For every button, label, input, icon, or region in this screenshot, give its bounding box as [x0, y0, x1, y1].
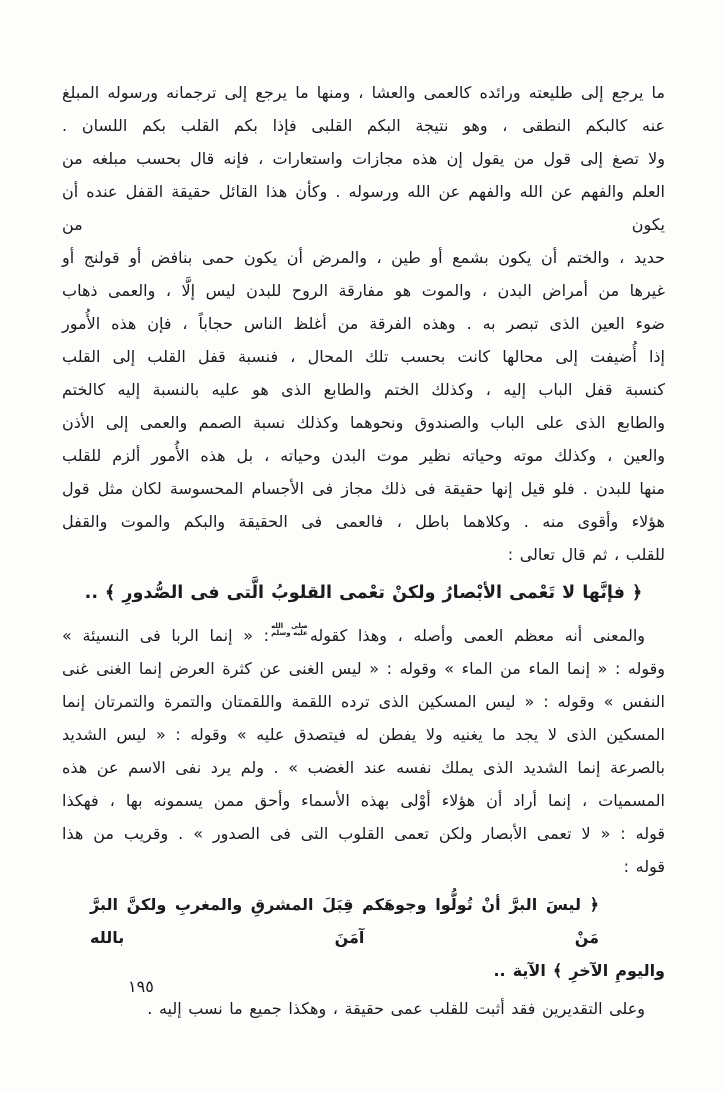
paragraph-commentary [62, 619, 665, 883]
quran-verse-birr [62, 888, 665, 987]
text-segment: : « إنما الربا فى النسيئة » [62, 626, 270, 645]
text-line: المسميات ، إنما أراد أن هؤلاء أوْلى بهذه الأسماء وأحق ممن يسمونه بها ، فهكذا [62, 791, 665, 810]
text-line: غيرها من أمراض البدن ، والموت هو مفارقة الروح للبدن ليس إلَّا ، والعمى ذهاب [62, 281, 665, 300]
text-line: هؤلاء وأقوى منه . وكلاهما باطل ، فالعمى فى الحقيقة والبكم والموت والقفل [62, 512, 665, 531]
text-line: منها للبدن . فلو قيل إنها حقيقة فى ذلك مجاز فى الأجسام المحسوسة لكان مثل قول [62, 479, 665, 498]
paragraph-closing [62, 992, 665, 1025]
text-segment: والمعنى أنه معظم العمى وأصله ، وهذا كقوله [309, 626, 646, 645]
text-line: وعلى التقديرين فقد أثبت للقلب عمى حقيقة ، وهكذا جميع ما نسب إليه . [147, 999, 645, 1018]
page-number: ١٩٥ [128, 977, 154, 996]
text-line: المسكين الذى لا يجد ما يغنيه ولا يفطن له فيتصدق عليه » وقوله : « ليس الشديد [62, 725, 665, 744]
text-line: والعين ، وكذلك موته وحياته نظير موت البدن وحياته ، بل هذه الأُمور ألزم للقلب [62, 446, 665, 465]
text-line: كنسبة قفل الباب إليه ، وكذلك الختم والطابع الذى هو عليه بالنسبة إليه كالختم [62, 380, 665, 399]
text-line: بالصرعة إنما الشديد الذى يملك نفسه عند الغضب » . ولم يرد نفى الاسم عن هذه [62, 758, 665, 777]
text-line: إذا أُضيفت إلى محالها كانت بحسب تلك المحال ، فنسبة قفل القلب إلى القلب [62, 347, 665, 366]
paragraph-main [62, 76, 665, 571]
pbuh-honorific-bottom: عليه وسلم [271, 629, 308, 637]
verse-line: ﴿ ليسَ البرَّ أنْ تُولُّوا وجوهَكم قِبَلَ المشرقِ والمغربِ ولكنَّ البرَّ مَنْ آمَنَ بالله [90, 895, 599, 947]
text-line: النفس » وقوله : « ليس المسكين الذى ترده اللقمة واللقمتان والتمرة والتمرتان إنما [62, 692, 665, 711]
text-line: ضوء العين الذى تبصر به . وهذه الفرقة من أغلظ الناس حجاباً ، فإن هذه الأُمور [62, 314, 665, 333]
text-line [62, 619, 665, 652]
text-line: ولا تصغ إلى قول من يقول إن هذه مجازات واستعارات ، فإنه قال بحسب مبلغه من [62, 149, 665, 168]
text-line: العلم والفهم عن الله والفهم عن الله ورسوله . وكأن هذا القائل حقيقة القفل عنده أن يكون من [62, 182, 665, 234]
text-line: والطابع الذى على الباب والصندوق ونحوهما وكذلك نسبة الصمم والعمى إلى الأذن [62, 413, 665, 432]
pbuh-honorific-top: صلى الله [271, 621, 308, 630]
text-line: قوله : [623, 857, 665, 876]
text-line: وقوله : « إنما الماء من الماء » وقوله : « ليس الغنى عن كثرة العرض إنما الغنى غنى [62, 659, 665, 678]
text-line: حديد ، والختم أن يكون بشمع أو طين ، والمرض أن يكون حمى بنافض أو قولنج أو [62, 248, 665, 267]
text-line: للقلب ، ثم قال تعالى : [507, 545, 665, 564]
text-line: قوله : « لا تعمى الأبصار ولكن تعمى القلوب التى فى الصدور » . وقريب من هذا [62, 824, 665, 843]
text-line: عنه كالبكم النطقى ، وهو نتيجة البكم القلبى فإذا بكم القلب بكم اللسان . [62, 116, 665, 135]
text-line: ما يرجع إلى طليعته ورائده كالعمى والعشا ، ومنها ما يرجع إلى ترجمانه ورسوله المبلغ [62, 83, 665, 102]
quran-verse-blindness: ﴿ فإنَّها لا تَعْمى الأبْصارُ ولكنْ تعْمى القلوبُ الَّتى فى الصُّدورِ ﴾ .. [84, 583, 643, 603]
pbuh-honorific-icon [271, 623, 308, 638]
verse-line: واليومِ الآخرِ ﴾ الآية .. [493, 961, 665, 980]
